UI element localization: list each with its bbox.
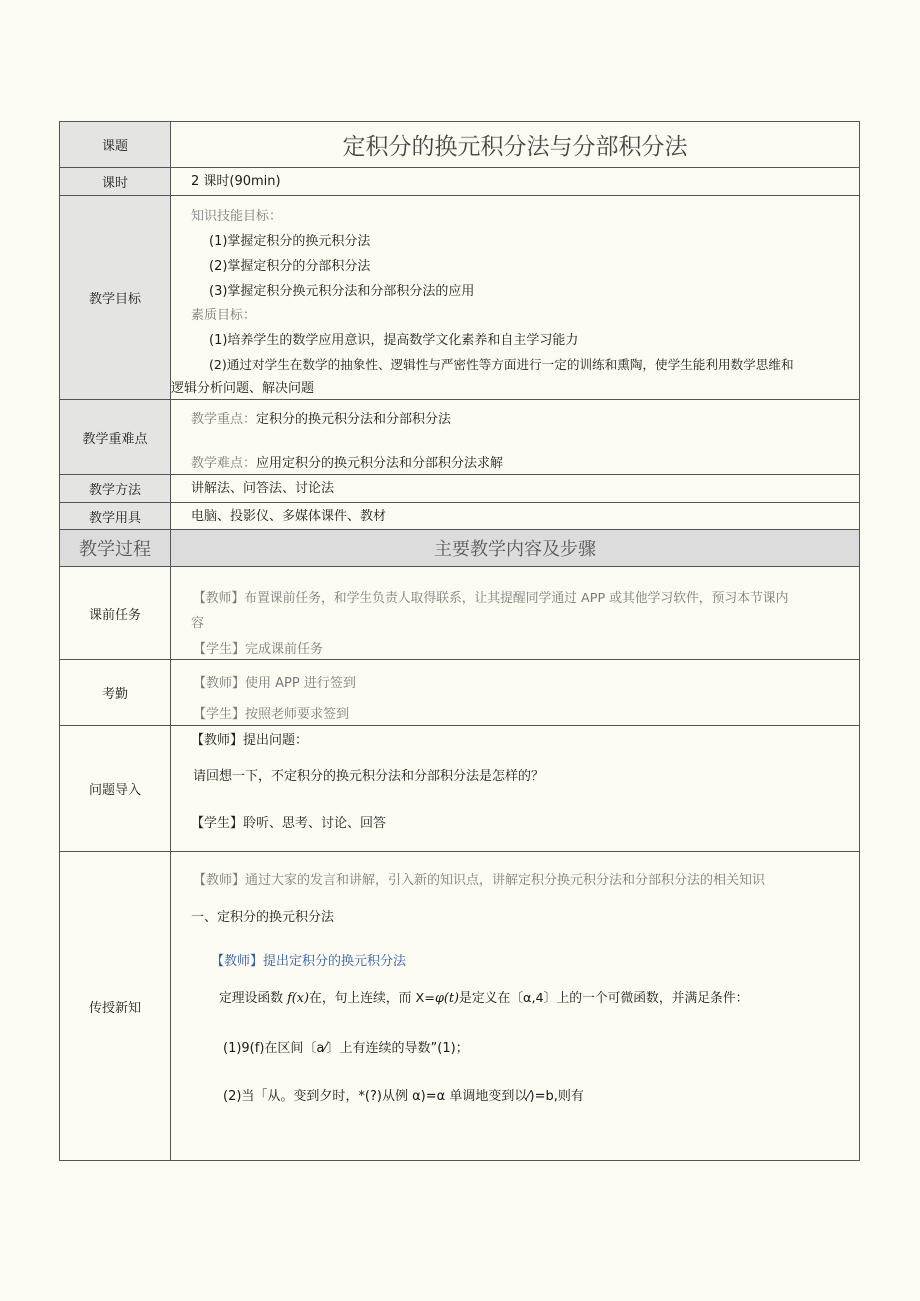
keypoints-label: 教学重难点	[60, 400, 171, 474]
quality-heading: 素质目标：	[191, 308, 257, 323]
topic-label: 课题	[60, 122, 171, 167]
quality-item: (1)培养学生的数学应用意识，提高数学文化素养和自主学习能力	[209, 333, 579, 348]
row-method	[60, 475, 859, 503]
quality-item-cont: 逻辑分析问题、解决问题	[171, 381, 315, 396]
quality-item: (2)通过对学生在数学的抽象性、逻辑性与严密性等方面进行一定的训练和熏陶，使学生能利用数学思维和	[209, 357, 794, 372]
difficulty-label: 教学难点：	[191, 456, 257, 471]
tools-value: 电脑、投影仪、多媒体课件、教材	[191, 509, 387, 524]
tools-label: 教学用具	[60, 503, 171, 529]
attendance-label: 考勤	[60, 660, 171, 725]
knowledge-item: (3)掌握定积分换元积分法和分部积分法的应用	[209, 284, 475, 299]
row-topic	[60, 122, 859, 168]
knowledge-item: (1)掌握定积分的换元积分法	[209, 234, 371, 249]
row-hours	[60, 168, 859, 196]
process-header-value: 主要教学内容及步骤	[434, 539, 596, 560]
condition-1: (1)9(f)在区间〔a⁄〕上有连续的导数”(1)；	[223, 1041, 469, 1056]
hours-label: 课时	[60, 168, 171, 195]
lesson-title: 定积分的换元积分法与分部积分法	[342, 134, 688, 160]
section-heading: 一、定积分的换元积分法	[191, 910, 335, 925]
pretask-student: 【学生】完成课前任务	[193, 642, 324, 657]
intro-student: 【学生】聆听、思考、讨论、回答	[191, 816, 387, 831]
attendance-student: 【学生】按照老师要求签到	[193, 707, 350, 722]
newknow-teacher: 【教师】通过大家的发言和讲解，引入新的知识点，讲解定积分换元积分法和分部积分法的相关知识	[193, 873, 766, 888]
theorem-line: 定理设函数 f(x)在，句上连续，而 X=φ(t)是定义在〔α,4〕上的一个可微函数，并满足条件：	[219, 991, 749, 1006]
pretask-teacher-cont: 容	[191, 616, 205, 631]
difficulty-text: 应用定积分的换元积分法和分部积分法求解	[256, 456, 504, 471]
lesson-plan-table	[59, 121, 860, 1161]
method-label: 教学方法	[60, 475, 171, 502]
key-label: 教学重点：	[191, 412, 257, 427]
newknow-teacher-blue: 【教师】提出定积分的换元积分法	[211, 954, 407, 969]
attendance-teacher: 【教师】使用 APP 进行签到	[193, 676, 356, 691]
hours-value: 2 课时(90min)	[191, 174, 281, 189]
condition-2: (2)当「从。变到夕时，*(?)从例 α)=α 单调地变到以⁄)=b,则有	[223, 1089, 584, 1104]
method-value: 讲解法、问答法、讨论法	[191, 481, 335, 496]
intro-teacher: 【教师】提出问题：	[191, 733, 309, 748]
new-knowledge-label: 传授新知	[60, 852, 171, 1160]
intro-question: 请回想一下，不定积分的换元积分法和分部积分法是怎样的？	[193, 769, 545, 784]
row-new-knowledge	[60, 852, 859, 1160]
process-header-label: 教学过程	[60, 530, 171, 566]
row-keypoints	[60, 400, 859, 475]
pretask-teacher: 【教师】布置课前任务，和学生负责人取得联系，让其提醒同学通过 APP 或其他学习软件，预习本节课内	[193, 591, 789, 606]
row-intro	[60, 726, 859, 852]
goals-label: 教学目标	[60, 196, 171, 399]
row-tools	[60, 503, 859, 530]
knowledge-heading: 知识技能目标：	[191, 209, 283, 224]
key-text: 定积分的换元积分法和分部积分法	[256, 412, 452, 427]
row-goals	[60, 196, 859, 400]
pretask-label: 课前任务	[60, 567, 171, 659]
row-attendance	[60, 660, 859, 726]
intro-label: 问题导入	[60, 726, 171, 851]
row-process-header	[60, 530, 859, 567]
row-pretask	[60, 567, 859, 660]
knowledge-item: (2)掌握定积分的分部积分法	[209, 259, 371, 274]
